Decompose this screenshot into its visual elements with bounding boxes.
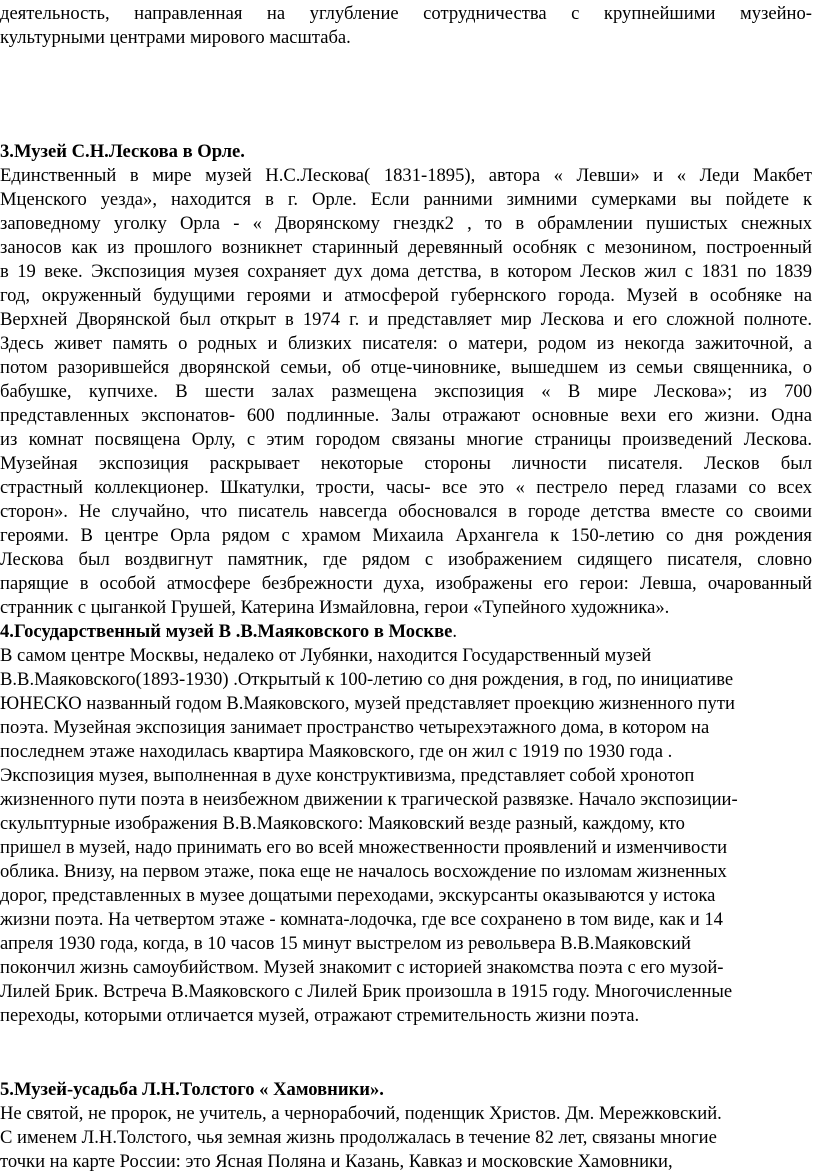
text-line: Не святой, не пророк, не учитель, а чернорабочий, поденщик Христов. Дм. Мережковский. [0,1103,722,1124]
text-line: страстный коллекционер. Шкатулки, трости, часы- все это « пестрело перед глазами со всех [0,477,812,498]
text-line: Музейная экспозиция раскрывает некоторые стороны личности писателя. Лесков был [0,453,812,474]
text-line: заповедному уголку Орла - « Дворянскому гнездк2 , то в обрамлении пушистых снежных [0,213,812,234]
text-line: деятельность, направленная на углубление сотрудничества с крупнейшими музейно- [0,3,812,24]
text-line: дорог, представленных в музее дощатыми переходами, экскурсанты оказываются у истока [0,885,716,906]
text-line: последнем этаже находилась квартира Маяковского, где он жил с 1919 по 1930 года . [0,741,673,762]
text-line: заносов как из прошлого возникнет старинный деревянный особняк с мезонином, построенный [0,237,812,258]
text-line: Экспозиция музея, выполненная в духе конструктивизма, представляет собой хронотоп [0,765,695,786]
section-heading-leskov: 3.Музей С.Н.Лескова в Орле. [0,141,245,162]
text-line: год, окруженный будущими героями и атмосферой губернского города. Музей в особняке на [0,285,812,306]
text-line: жизни поэта. На четвертом этаже - комната-лодочка, где все сохранено в том виде, как и 14 [0,909,723,930]
text-line: представленных экспонатов- 600 подлинные. Залы отражают основные вехи его жизни. Одна [0,405,812,426]
text-line: парящие в особой атмосфере безбрежности духа, изображены его герои: Левша, очарованный [0,573,812,594]
text-line: Верхней Дворянской был открыт в 1974 г. и представляет мир Лескова и его сложной полноте. [0,309,812,330]
text-line: Лилей Брик. Встреча В.Маяковского с Лилей Брик произошла в 1915 году. Многочисленные [0,981,733,1002]
text-line: облика. Внизу, на первом этаже, пока еще не началось восхождение по изломам жизненных [0,861,727,882]
text-line: потом разорившейся дворянской семьи, об отце-чиновнике, вышедшем из семьи священника, о [0,357,812,378]
text-line: Единственный в мире музей Н.С.Лескова( 1831-1895), автора « Левши» и « Леди Макбет [0,165,812,186]
text-line: героями. В центре Орла рядом с храмом Михаила Архангела к 150-летию со дня рождения [0,525,812,546]
text-line: апреля 1930 года, когда, в 10 часов 15 минут выстрелом из револьвера В.В.Маяковский [0,933,691,954]
text-line: В.В.Маяковского(1893-1930) .Открытый к 100-летию со дня рождения, в год, по инициативе [0,669,734,690]
text-line: покончил жизнь самоубийством. Музей знакомит с историей знакомства поэта с его музой- [0,957,724,978]
text-line: скульптурные изображения В.В.Маяковского: Маяковский везде разный, каждому, кто [0,813,685,834]
text-line: в 19 веке. Экспозиция музея сохраняет дух дома детства, в котором Лесков жил с 1831 по 1839 [0,261,812,282]
text-line: из комнат посвящена Орлу, с этим городом связаны многие страницы произведений Лескова. [0,429,812,450]
text-line: культурными центрами мирового масштаба. [0,27,351,48]
text-line: бабушке, купчихе. В шести залах размещена экспозиция « В мире Лескова»; из 700 [0,381,812,402]
section-heading-tail: . [452,621,458,642]
text-line: пришел в музей, надо принимать его во всей множественности проявлений и изменчивости [0,837,728,858]
text-line: ЮНЕСКО названный годом В.Маяковского, музей представляет проекцию жизненного пути [0,693,735,714]
text-line: странник с цыганкой Грушей, Катерина Измайловна, герои «Тупейного художника». [0,597,670,618]
text-line: жизненного пути поэта в неизбежном движении к трагической развязке. Начало экспозиции- [0,789,738,810]
text-line: В самом центре Москвы, недалеко от Лубянки, находится Государственный музей [0,645,652,666]
text-line: Здесь живет память о родных и близких писателя: о матери, родом из некогда зажиточной, а [0,333,812,354]
section-heading-tolstoy: 5.Музей-усадьба Л.Н.Толстого « Хамовники». [0,1079,384,1100]
text-line: С именем Л.Н.Толстого, чья земная жизнь продолжалась в течение 82 лет, связаны многие [0,1127,717,1148]
section-heading-text: 4.Государственный музей В .В.Маяковского в Москве [0,621,453,642]
text-line: переходы, которыми отличается музей, отражают стремительность жизни поэта. [0,1005,640,1026]
text-line: Лескова был воздвигнут памятник, где рядом с изображением сидящего писателя, словно [0,549,812,570]
section-heading-mayakovsky [0,620,812,644]
text-line: Мценского уезда», находится в г. Орле. Если ранними зимними сумерками вы пойдете к [0,189,812,210]
text-line: поэта. Музейная экспозиция занимает пространство четырехэтажного дома, в котором на [0,717,710,738]
text-line: точки на карте России: это Ясная Поляна и Казань, Кавказ и московские Хамовники, [0,1151,673,1172]
text-line: сторон». Не случайно, что писатель навсегда обосновался в городе детства вместе со своими [0,501,812,522]
